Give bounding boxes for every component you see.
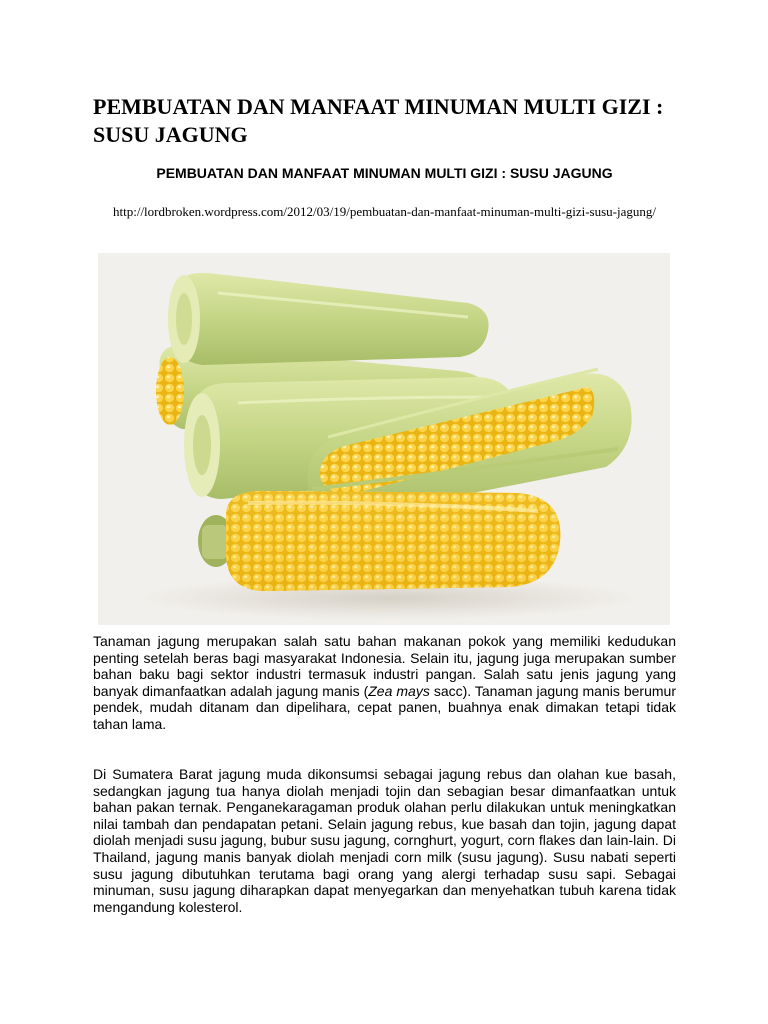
paragraph-intro-text-1: Tanaman jagung merupakan salah satu bahan makanan pokok yang memiliki kedudukan penting setelah beras bagi masyarakat Indonesia. Selain itu, jagung juga merupakan sumber bahan baku bagi sektor industri termasuk industri pangan. Salah satu jenis jagung yang banyak dimanfaatkan adalah jagung manis ( bbox=[93, 633, 676, 699]
paragraph-intro-text-2: sacc). Tanaman jagung manis berumur pendek, mudah ditanam dan dipelihara, cepat panen, buahnya enak dimakan tetapi tidak tahan lama. bbox=[93, 682, 676, 732]
source-url-link[interactable]: http://lordbroken.wordpress.com/2012/03/19/pembuatan-dan-manfaat-minuman-multi-gizi-susu-jagung/ bbox=[113, 204, 656, 219]
corn-cob-front bbox=[198, 491, 560, 591]
species-name: Zea mays bbox=[368, 682, 430, 699]
corn-cob-top bbox=[168, 273, 489, 365]
sweet-corn-photo bbox=[98, 253, 670, 625]
paragraph-intro bbox=[93, 633, 676, 733]
paragraph-sumatera: Di Sumatera Barat jagung muda dikonsumsi sebagai jagung rebus dan olahan kue basah, sedangkan jagung tua hanya diolah menjadi tojin dan sebagian besar dimanfaatkan untuk bahan pakan ternak. Penganekaragaman produk olahan perlu dilakukan untuk meningkatkan nilai tambah dan pendapatan petani. Selain jagung rebus, kue basah dan tojin, jagung dapat diolah menjadi susu jagung, bubur susu jagung, cornghurt, yogurt, corn flakes dan lain-lain. Di Thailand, jagung manis banyak diolah menjadi corn milk (susu jagung). Susu nabati seperti susu jagung dibutuhkan terutama bagi orang yang alergi terhadap susu sapi. Sebagai minuman, susu jagung diharapkan dapat menyegarkan dan menyehatkan tubuh karena tidak mengandung kolesterol. bbox=[93, 766, 676, 915]
document-subtitle: PEMBUATAN DAN MANFAAT MINUMAN MULTI GIZI : SUSU JAGUNG bbox=[156, 165, 613, 181]
document-title: PEMBUATAN DAN MANFAAT MINUMAN MULTI GIZI : SUSU JAGUNG bbox=[93, 94, 664, 147]
